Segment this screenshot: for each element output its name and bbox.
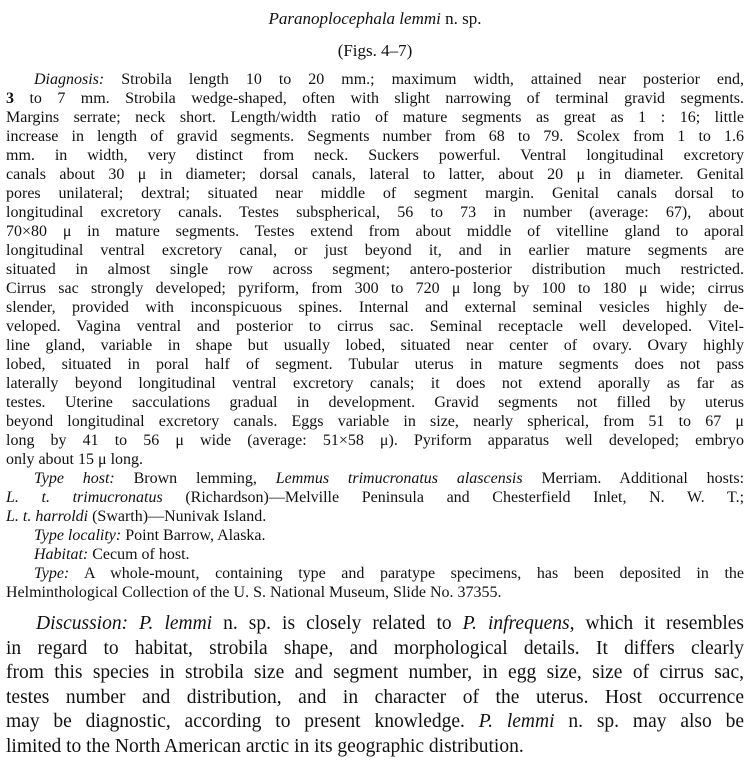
text-segment: Merriam. Additional hosts: bbox=[522, 470, 745, 487]
text-line bbox=[6, 203, 744, 222]
text-line bbox=[6, 661, 744, 686]
text-line bbox=[6, 583, 744, 602]
text-segment: (Swarth)—Nunivak Island. bbox=[88, 508, 267, 525]
text-line bbox=[6, 108, 744, 127]
text-segment: Type locality: bbox=[34, 527, 122, 544]
text-segment: Diagnosis: bbox=[34, 71, 105, 88]
text-segment: line gland, variable in shape but usually lobed, situated near center of ovary. Ovary highly bbox=[6, 337, 744, 354]
text-segment: pores unilateral; dextral; situated near middle of segment margin. Genital canals dorsal to bbox=[6, 185, 744, 202]
text-segment: Lemmus trimucronatus alascensis bbox=[275, 470, 523, 487]
text-segment: 3 bbox=[6, 90, 14, 107]
paragraph-type bbox=[6, 564, 744, 602]
text-segment bbox=[128, 613, 139, 634]
text-segment: from this species in strobila size and segment number, in egg size, size of cirrus sac, bbox=[6, 662, 744, 683]
text-segment: may be diagnostic, according to present knowledge. bbox=[6, 711, 479, 732]
text-line bbox=[6, 41, 744, 60]
text-segment: in regard to habitat, strobila shape, and morphological details. It differs clearly bbox=[6, 637, 744, 659]
text-line bbox=[6, 260, 744, 279]
text-segment: testes. Uterine sacculations gradual in development. Gravid segments not filled by uterus bbox=[6, 394, 744, 411]
text-line bbox=[6, 317, 744, 336]
text-line bbox=[6, 184, 744, 203]
text-line bbox=[6, 89, 744, 108]
paragraph-type-host bbox=[6, 469, 744, 526]
text-segment: n. sp. may also be bbox=[554, 711, 744, 732]
text-segment: P. lemmi bbox=[139, 613, 213, 634]
text-line bbox=[6, 298, 744, 317]
text-segment: veloped. Vagina ventral and posterior to cirrus sac. Seminal receptacle well developed. Vitel- bbox=[6, 318, 744, 335]
text-segment: limited to the North American arctic in its geographic distribution. bbox=[6, 735, 524, 757]
text-line bbox=[6, 637, 744, 662]
text-segment: only about 15 μ long. bbox=[6, 451, 144, 468]
text-line bbox=[6, 545, 744, 564]
text-line bbox=[6, 686, 744, 711]
text-segment: Margins serrate; neck short. Length/width ratio of mature segments as great as 1 : 16; little bbox=[6, 109, 744, 126]
text-line bbox=[6, 165, 744, 184]
text-segment: Type host: bbox=[34, 470, 115, 487]
text-line bbox=[6, 279, 744, 298]
text-line bbox=[6, 710, 744, 735]
text-segment: situated in almost single row across segment; antero-posterior distribution much restricted. bbox=[6, 261, 744, 278]
text-line bbox=[6, 488, 744, 507]
text-segment: Type: bbox=[34, 565, 70, 582]
text-segment: lobed, situated in poral half of segment. Tubular uterus in mature segments does not pass bbox=[6, 356, 744, 373]
text-line bbox=[6, 564, 744, 583]
text-line bbox=[6, 9, 744, 28]
text-line bbox=[6, 431, 744, 450]
text-segment: testes number and distribution, and in character of the uterus. Host occurrence bbox=[6, 686, 744, 708]
text-segment: Cecum of host. bbox=[88, 546, 190, 563]
text-segment: Point Barrow, Alaska. bbox=[121, 527, 266, 544]
text-line bbox=[6, 336, 744, 355]
text-segment: canals about 30 μ in diameter; dorsal canals, lateral to latter, about 20 μ in diameter. Genital bbox=[6, 166, 744, 183]
text-segment: 70×80 μ in mature segments. Testes extend from about middle of vitelline gland to aporal bbox=[6, 223, 744, 240]
text-segment: n. sp. is closely related to bbox=[212, 613, 463, 634]
text-segment: L. t. harroldi bbox=[6, 508, 89, 525]
text-line bbox=[6, 469, 744, 488]
text-segment: (Figs. 4–7) bbox=[337, 41, 413, 60]
text-segment: increase in length of gravid segments. Segments number from 68 to 79. Scolex from 1 to 1.6 bbox=[6, 128, 744, 145]
text-segment: Discussion: bbox=[36, 613, 129, 634]
text-line bbox=[6, 735, 744, 760]
text-segment: to 7 mm. Strobila wedge-shaped, often with slight narrowing of terminal gravid segments. bbox=[14, 90, 744, 107]
text-segment: longitudinal excretory canals. Testes subspherical, 56 to 73 in number (average: 67), about bbox=[6, 204, 744, 221]
text-segment: Habitat: bbox=[34, 546, 89, 563]
text-segment: beyond longitudinal excretory canals. Eggs variable in size, nearly spherical, from 51 to 67 μ bbox=[6, 413, 744, 430]
text-segment: laterally beyond longitudinal ventral excretory canals; it does not extend aporally as far as bbox=[6, 375, 744, 392]
text-line bbox=[6, 526, 744, 545]
text-line bbox=[6, 612, 744, 637]
text-line bbox=[6, 374, 744, 393]
text-segment: A whole-mount, containing type and paratype specimens, has been deposited in the bbox=[69, 565, 744, 582]
text-segment: Helminthological Collection of the U. S. National Museum, Slide No. 37355. bbox=[6, 584, 502, 601]
text-line bbox=[6, 450, 744, 469]
paragraph-type-locality bbox=[6, 526, 744, 545]
paragraph-title bbox=[6, 9, 744, 28]
text-segment: slender, provided with inconspicuous spines. Internal and external seminal vesicles highly de- bbox=[6, 299, 744, 316]
text-segment: L. t. trimucronatus bbox=[6, 489, 163, 506]
text-line bbox=[6, 412, 744, 431]
text-line bbox=[6, 222, 744, 241]
text-line bbox=[6, 127, 744, 146]
text-line bbox=[6, 393, 744, 412]
paragraph-discussion bbox=[6, 612, 744, 759]
text-segment: which it resembles bbox=[574, 613, 745, 634]
text-segment: Cirrus sac strongly developed; pyriform, from 300 to 720 μ long by 100 to 180 μ wide; cirrus bbox=[6, 280, 745, 297]
text-segment: P. lemmi bbox=[478, 711, 555, 732]
text-line bbox=[6, 241, 744, 260]
text-line bbox=[6, 507, 744, 526]
paragraph-habitat bbox=[6, 545, 744, 564]
text-segment: Paranoplocephala lemmi bbox=[268, 9, 441, 28]
text-segment: longitudinal ventral excretory canal, or just beyond it, and in earlier mature segments are bbox=[6, 242, 744, 259]
text-line bbox=[6, 70, 744, 89]
text-line bbox=[6, 355, 744, 374]
text-segment: Strobila length 10 to 20 mm.; maximum width, attained near posterior end, bbox=[104, 71, 744, 88]
text-segment: Brown lemming, bbox=[114, 470, 276, 487]
text-line bbox=[6, 146, 744, 165]
text-segment: long by 41 to 56 μ wide (average: 51×58 μ). Pyriform apparatus well developed; embryo bbox=[6, 432, 744, 449]
text-segment: mm. in width, very distinct from neck. Suckers powerful. Ventral longitudinal excretory bbox=[6, 147, 744, 164]
text-segment: P. infrequens, bbox=[462, 613, 575, 634]
text-segment: (Richardson)—Melville Peninsula and Chesterfield Inlet, N. W. T.; bbox=[162, 489, 745, 506]
document-body bbox=[6, 9, 744, 759]
text-segment: n. sp. bbox=[440, 9, 482, 28]
paragraph-diagnosis bbox=[6, 70, 744, 469]
paragraph-figs bbox=[6, 41, 744, 60]
